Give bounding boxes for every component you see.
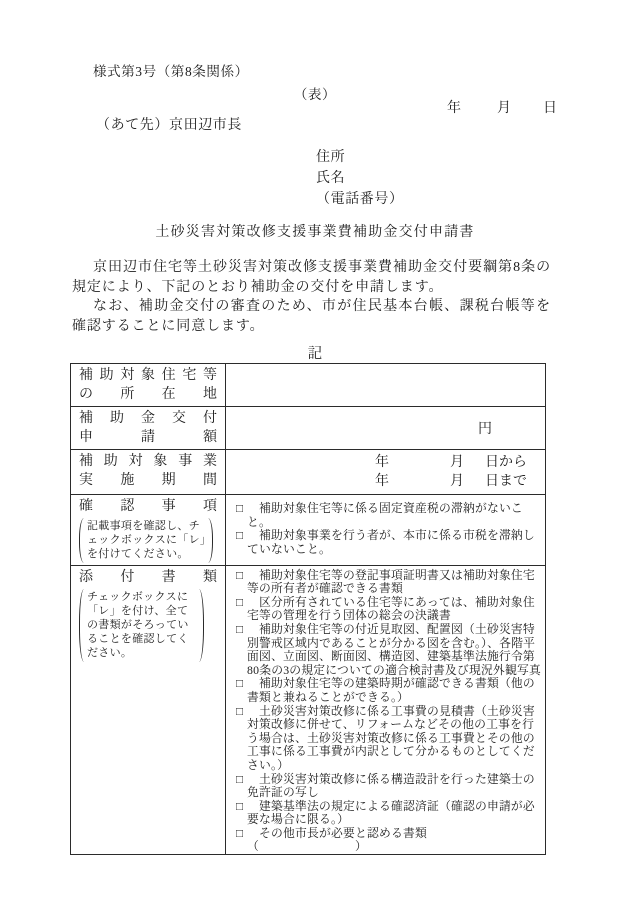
attachment-item-text: 区分所有されている住宅等にあっては、補助対象住宅等の管理を行う団体の総会の決議書 [247, 594, 535, 623]
confirmation-note [79, 518, 217, 563]
period-to-month: 月 [450, 474, 464, 489]
confirmation-checklist [226, 495, 545, 556]
date-month-label: 月 [497, 101, 511, 116]
period-to-day: 日まで [485, 474, 527, 489]
attachment-item-1 [226, 596, 541, 623]
side-label: （表） [293, 87, 337, 102]
attachment-item-6 [226, 800, 541, 827]
period-from-year: 年 [375, 455, 389, 470]
attachment-item-2 [226, 623, 541, 677]
table-row-confirmation [71, 495, 546, 566]
form-number: 様式第3号（第8条関係） [93, 64, 249, 79]
paragraph-consent: なお、補助金交付の審査のため、市が住民基本台帳、課税台帳等を確認することに同意します。 [72, 299, 551, 334]
location-label-line2: の所在地 [79, 387, 217, 402]
checkbox[interactable]: □ [236, 594, 244, 609]
confirm-item-1 [226, 529, 541, 556]
table-row-amount [71, 407, 546, 450]
attachments-checklist [226, 566, 545, 854]
checkbox[interactable]: □ [236, 501, 244, 515]
checkbox[interactable]: □ [236, 771, 244, 786]
period-label-cell [71, 450, 226, 495]
period-to-year: 年 [375, 474, 389, 489]
attachment-item-0 [226, 569, 541, 596]
location-label-cell [71, 364, 226, 407]
date-line [447, 97, 557, 117]
location-label-line1: 補助対象住宅等 [79, 368, 217, 383]
right-paren-shape [208, 518, 213, 563]
attachment-item-text: その他市長が必要と認める書類（ ） [247, 825, 427, 854]
phone-label: （電話番号） [316, 192, 404, 207]
attachment-item-text: 土砂災害対策改修に係る構造設計を行った建築士の免許証の写し [247, 771, 535, 800]
attachment-item-4 [226, 705, 541, 773]
checkbox[interactable]: □ [236, 676, 244, 691]
period-to-line [375, 472, 545, 491]
right-paren-shape [199, 589, 204, 662]
checkbox[interactable]: □ [236, 567, 244, 582]
date-year-label: 年 [447, 101, 461, 116]
table-row-period [71, 450, 546, 495]
amount-label-line1: 補助金交付 [79, 411, 217, 426]
applicant-block [316, 147, 404, 210]
confirmation-note-text: 記載事項を確認し、チェックボックスに「レ」を付けてください。 [87, 520, 206, 561]
period-from-line [375, 453, 545, 472]
attachments-note-text: チェックボックスに「レ」を付け、全ての書類がそろっていることを確認してください。 [87, 590, 189, 660]
name-label: 氏名 [316, 171, 346, 186]
period-input-field[interactable] [226, 450, 546, 495]
attachment-item-text: 土砂災害対策改修に係る工事費の見積書（土砂災害対策改修に併せて、リフォームなどその他の工事を行う場合は、土砂災害対策改修に係る工事費とその他の工事に係る工事費が内訳として分かるものとしてください。） [247, 703, 535, 772]
table-row-attachments [71, 565, 546, 854]
attachment-item-text: 建築基準法の規定による確認済証（確認の申請が必要な場合に限る。） [247, 798, 535, 827]
attachments-list-cell [226, 565, 546, 854]
checkbox[interactable]: □ [236, 621, 244, 636]
confirmation-label-cell [71, 495, 226, 566]
checkbox[interactable]: □ [236, 798, 244, 813]
date-day-label: 日 [543, 101, 557, 116]
table-row-location [71, 364, 546, 407]
amount-label-line2: 申請額 [79, 430, 217, 445]
attachment-item-5 [226, 773, 541, 800]
attachment-item-3 [226, 677, 541, 704]
attachments-label: 添付書類 [79, 569, 217, 585]
address-label: 住所 [316, 150, 346, 165]
attachments-note [79, 589, 217, 662]
checkbox[interactable]: □ [236, 825, 244, 840]
confirm-item-0 [226, 502, 541, 529]
period-label-line2: 実施期間 [79, 473, 217, 488]
body-paragraphs [72, 258, 551, 336]
paragraph-application: 京田辺市住宅等土砂災害対策改修支援事業費補助金交付要綱第8条の規定により、下記のとおり補助金の交付を申請します。 [72, 260, 551, 295]
period-label-line1: 補助対象事業 [79, 454, 217, 469]
attachment-item-text: 補助対象住宅等の付近見取図、配置図（土砂災害特別警戒区域内であることが分かる図を含む。）、各階平面図、立面図、断面図、構造図、建築基準法施行令第80条の3の規定についての適合検討書及び現況外観写真 [247, 621, 541, 677]
application-table [70, 363, 546, 855]
attachments-label-cell [71, 565, 226, 854]
confirm-item-text: 補助対象事業を行う者が、本市に係る市税を滞納していないこと。 [247, 528, 535, 556]
document-title: 土砂災害対策改修支援事業費補助金交付申請書 [155, 225, 475, 240]
location-input-field[interactable] [226, 364, 546, 407]
confirm-item-text: 補助対象住宅等に係る固定資産税の滞納がないこと。 [247, 501, 523, 529]
checkbox[interactable]: □ [236, 528, 244, 543]
record-label: 記 [307, 346, 323, 362]
checkbox[interactable]: □ [236, 703, 244, 718]
attachment-item-text: 補助対象住宅等の登記事項証明書又は補助対象住宅等の所有者が確認できる書類 [247, 567, 535, 596]
attachment-item-text: 補助対象住宅等の建築時期が確認できる書類（他の書類と兼ねることができる。） [247, 676, 535, 704]
period-from-day: 日から [485, 455, 527, 470]
amount-input-field[interactable] [226, 407, 546, 450]
period-from-month: 月 [450, 455, 464, 470]
confirmation-label: 確認事項 [79, 499, 217, 514]
addressee-line: （あて先）京田辺市長 [96, 118, 242, 133]
amount-label-cell [71, 407, 226, 450]
confirmation-list-cell [226, 495, 546, 566]
attachment-item-7 [226, 827, 541, 854]
yen-unit-label: 円 [478, 422, 492, 437]
